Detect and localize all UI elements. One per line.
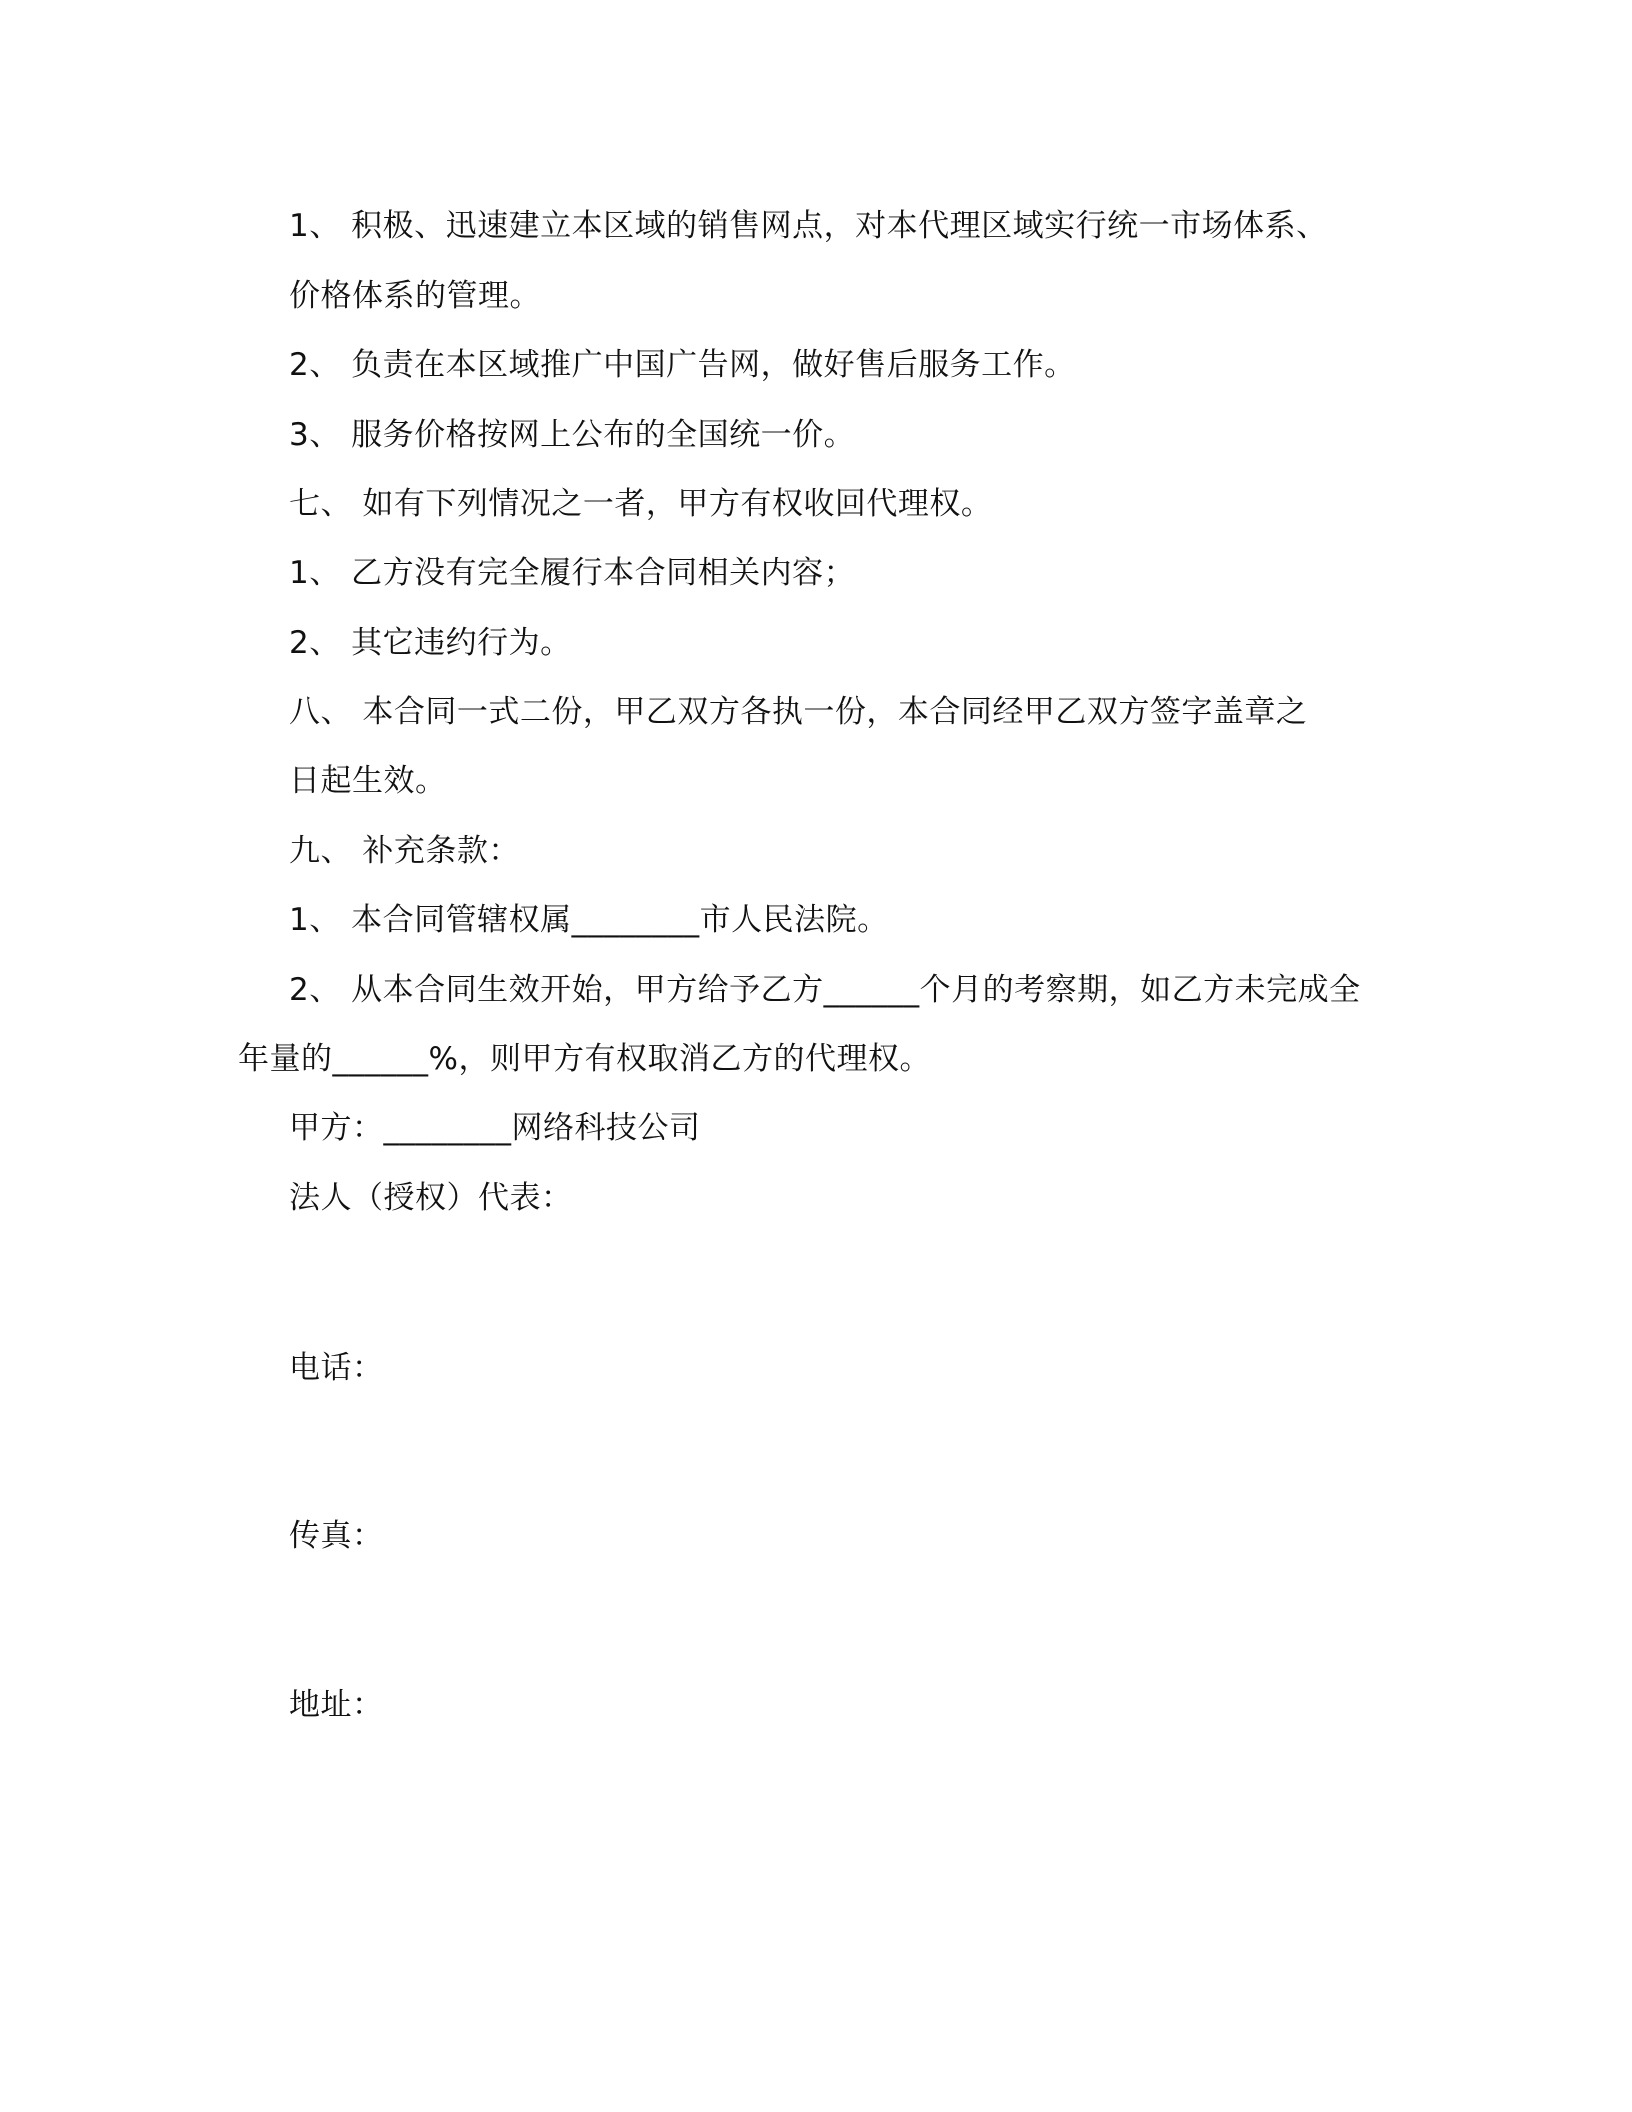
party-a-line: 甲方：________网络科技公司	[289, 1110, 701, 1146]
phone-line: 电话：	[289, 1350, 384, 1386]
clause-1-line-1: 1、 积极、迅速建立本区域的销售网点，对本代理区域实行统一市场体系、	[289, 208, 1328, 244]
section-9-item-2-line-2: 年量的______%，则甲方有权取消乙方的代理权。	[238, 1041, 931, 1077]
clause-2: 2、 负责在本区域推广中国广告网，做好售后服务工作。	[289, 347, 1076, 383]
section-8-line-2: 日起生效。	[289, 763, 447, 799]
legal-representative-line: 法人（授权）代表：	[289, 1180, 573, 1216]
section-8-line-1: 八、 本合同一式二份，甲乙双方各执一份，本合同经甲乙双方签字盖章之	[289, 694, 1308, 730]
clause-1-line-2: 价格体系的管理。	[289, 278, 541, 314]
section-9-heading: 九、 补充条款：	[289, 833, 520, 869]
section-9-item-1: 1、 本合同管辖权属________市人民法院。	[289, 902, 889, 938]
section-7-item-2: 2、 其它违约行为。	[289, 625, 572, 661]
section-7-item-1: 1、 乙方没有完全履行本合同相关内容；	[289, 555, 856, 591]
address-line: 地址：	[289, 1687, 384, 1723]
fax-line: 传真：	[289, 1518, 384, 1554]
section-7-heading: 七、 如有下列情况之一者，甲方有权收回代理权。	[289, 486, 993, 522]
clause-3: 3、 服务价格按网上公布的全国统一价。	[289, 417, 856, 453]
section-9-item-2-line-1: 2、 从本合同生效开始，甲方给予乙方______个月的考察期，如乙方未完成全	[289, 972, 1361, 1008]
